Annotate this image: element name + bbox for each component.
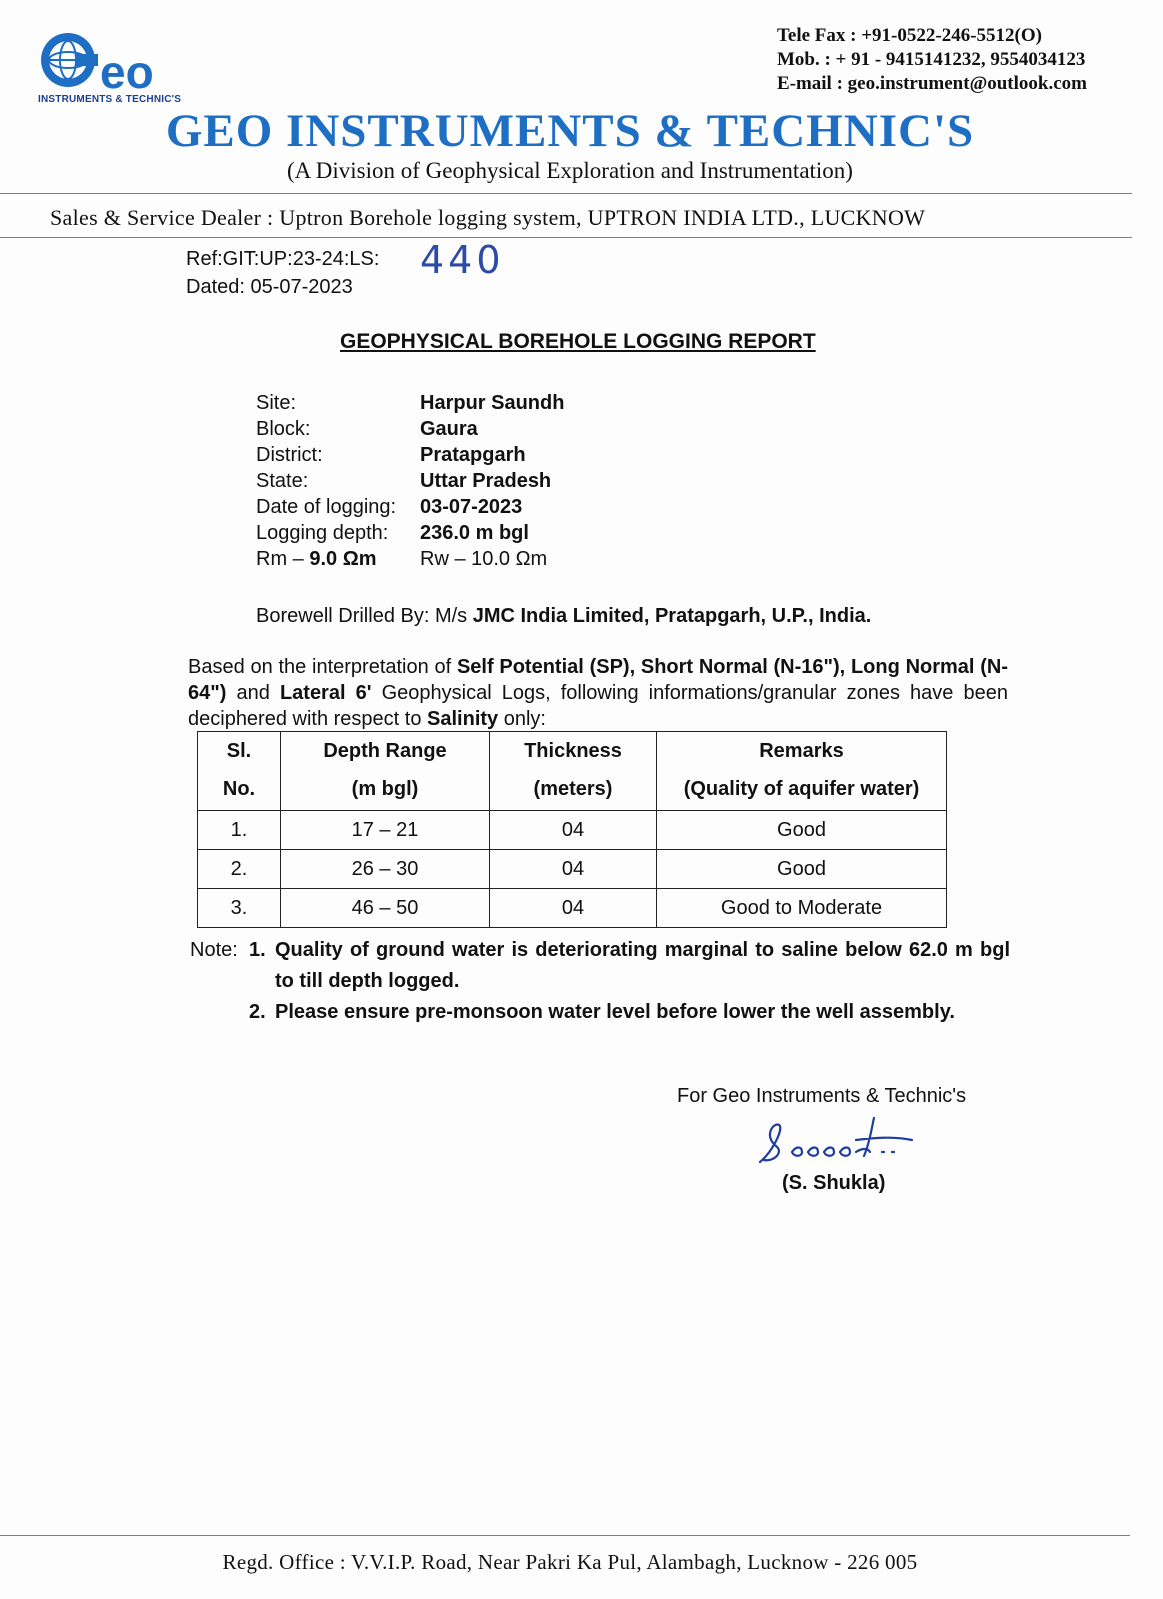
header-remarks-line1: Remarks — [759, 740, 844, 762]
for-company-line: For Geo Instruments & Technic's — [677, 1085, 967, 1107]
signer-name: (S. Shukla) — [782, 1172, 886, 1194]
note-2: Please ensure pre-monsoon water level before lower the well assembly. — [275, 1001, 955, 1023]
header-depth — [281, 732, 490, 811]
state-value: Uttar Pradesh — [420, 470, 552, 492]
note-1-number: 1. — [249, 939, 266, 961]
district-label: District: — [256, 444, 323, 466]
site-row — [256, 390, 564, 416]
interp-salinity: Salinity — [427, 708, 499, 730]
interpretation-paragraph — [188, 654, 1008, 732]
report-title: GEOPHYSICAL BOREHOLE LOGGING REPORT — [340, 330, 816, 353]
contact-block — [777, 24, 1087, 96]
rw-value: Rw – 10.0 Ωm — [420, 548, 548, 570]
table-row — [198, 811, 947, 850]
footer-rule — [0, 1535, 1130, 1536]
header-thickness-line1: Thickness — [524, 740, 622, 762]
signature-icon — [752, 1112, 952, 1176]
state-row — [256, 468, 564, 494]
mobile-numbers: Mob. : + 91 - 9415141232, 9554034123 — [776, 49, 1086, 70]
cell-sl: 3. — [198, 889, 281, 928]
reference-date: Dated: 05-07-2023 — [186, 276, 353, 298]
note-2-number: 2. — [249, 1001, 266, 1023]
header-depth-line2: (m bgl) — [351, 778, 419, 800]
cell-remarks: Good to Moderate — [657, 889, 947, 928]
header-rule-top — [0, 193, 1132, 194]
cell-depth: 26 – 30 — [281, 850, 490, 889]
header-thickness-line2: (meters) — [533, 778, 613, 800]
drilled-by-label: Borewell Drilled By: M/s — [256, 605, 473, 627]
header-rule-bottom — [0, 237, 1132, 238]
cell-thickness: 04 — [490, 889, 657, 928]
cell-depth: 46 – 50 — [281, 889, 490, 928]
note-1: Quality of ground water is deteriorating marginal to saline below 62.0 m bgl to till depth logged. — [275, 939, 1010, 992]
interp-text-3: Geophysical Logs, following informations/granular zones have been deciphered with respect to — [188, 682, 1009, 730]
logging-depth-value: 236.0 m bgl — [420, 522, 529, 544]
registered-office: Regd. Office : V.V.I.P. Road, Near Pakri Ka Pul, Alambagh, Lucknow - 226 005 — [222, 1550, 918, 1574]
rm-value: 9.0 Ωm — [309, 548, 377, 570]
interp-text-2: and — [226, 682, 280, 704]
tele-fax: Tele Fax : +91-0522-246-5512(O) — [776, 25, 1042, 46]
reference-prefix: Ref:GIT:UP:23-24:LS: — [186, 248, 380, 270]
cell-remarks: Good — [657, 850, 947, 889]
table-row — [198, 850, 947, 889]
header-thickness — [490, 732, 657, 811]
site-value: Harpur Saundh — [420, 392, 565, 414]
cell-remarks: Good — [657, 811, 947, 850]
cell-thickness: 04 — [490, 850, 657, 889]
cell-thickness: 04 — [490, 811, 657, 850]
logging-date-label: Date of logging: — [256, 496, 397, 518]
block-label: Block: — [256, 418, 311, 440]
aquifer-table — [197, 731, 947, 928]
block-value: Gaura — [420, 418, 478, 440]
cell-depth: 17 – 21 — [281, 811, 490, 850]
state-label: State: — [256, 470, 309, 492]
logging-date-value: 03-07-2023 — [420, 496, 523, 518]
interp-logs-2: Lateral 6' — [279, 682, 372, 704]
table-row — [198, 889, 947, 928]
block-row — [256, 416, 564, 442]
reference-number: 440 — [420, 238, 505, 282]
rm-label: Rm – — [256, 548, 310, 570]
drilled-by — [256, 605, 871, 628]
header-depth-line1: Depth Range — [323, 740, 447, 762]
header-sl-line2: No. — [222, 778, 256, 800]
header-sl-line1: Sl. — [226, 740, 252, 762]
dealer-line: Sales & Service Dealer : Uptron Borehole logging system, UPTRON INDIA LTD., LUCKNOW — [50, 205, 926, 230]
header-remarks-line2: (Quality of aquifer water) — [683, 778, 920, 800]
header-sl — [198, 732, 281, 811]
interp-logs-1: Self Potential (SP), Short Normal (N-16"), Long Normal (N-64") — [188, 656, 1008, 704]
district-row — [256, 442, 564, 468]
site-info-block — [256, 390, 564, 572]
logging-depth-label: Logging depth: — [256, 522, 389, 544]
site-label: Site: — [256, 392, 297, 414]
cell-sl: 2. — [198, 850, 281, 889]
drilled-by-value: JMC India Limited, Pratapgarh, U.P., India. — [472, 605, 872, 627]
logo-subtitle: INSTRUMENTS & TECHNIC'S — [38, 94, 182, 105]
logging-date-row — [256, 494, 564, 520]
svg-text:eo: eo — [100, 46, 154, 98]
table-header-row — [198, 732, 947, 811]
interp-text-4: only: — [498, 708, 546, 730]
company-name: GEO INSTRUMENTS & TECHNIC'S — [165, 105, 975, 157]
header-remarks — [657, 732, 947, 811]
rm-cell — [256, 546, 420, 572]
district-value: Pratapgarh — [420, 444, 526, 466]
resistivity-row — [256, 546, 564, 572]
cell-sl: 1. — [198, 811, 281, 850]
interp-text-1: Based on the interpretation of — [188, 656, 457, 678]
division-subtitle: (A Division of Geophysical Exploration and Instrumentation) — [287, 158, 853, 183]
logging-depth-row — [256, 520, 564, 546]
email-address: E-mail : geo.instrument@outlook.com — [776, 73, 1087, 94]
note-label: Note: — [190, 939, 238, 961]
